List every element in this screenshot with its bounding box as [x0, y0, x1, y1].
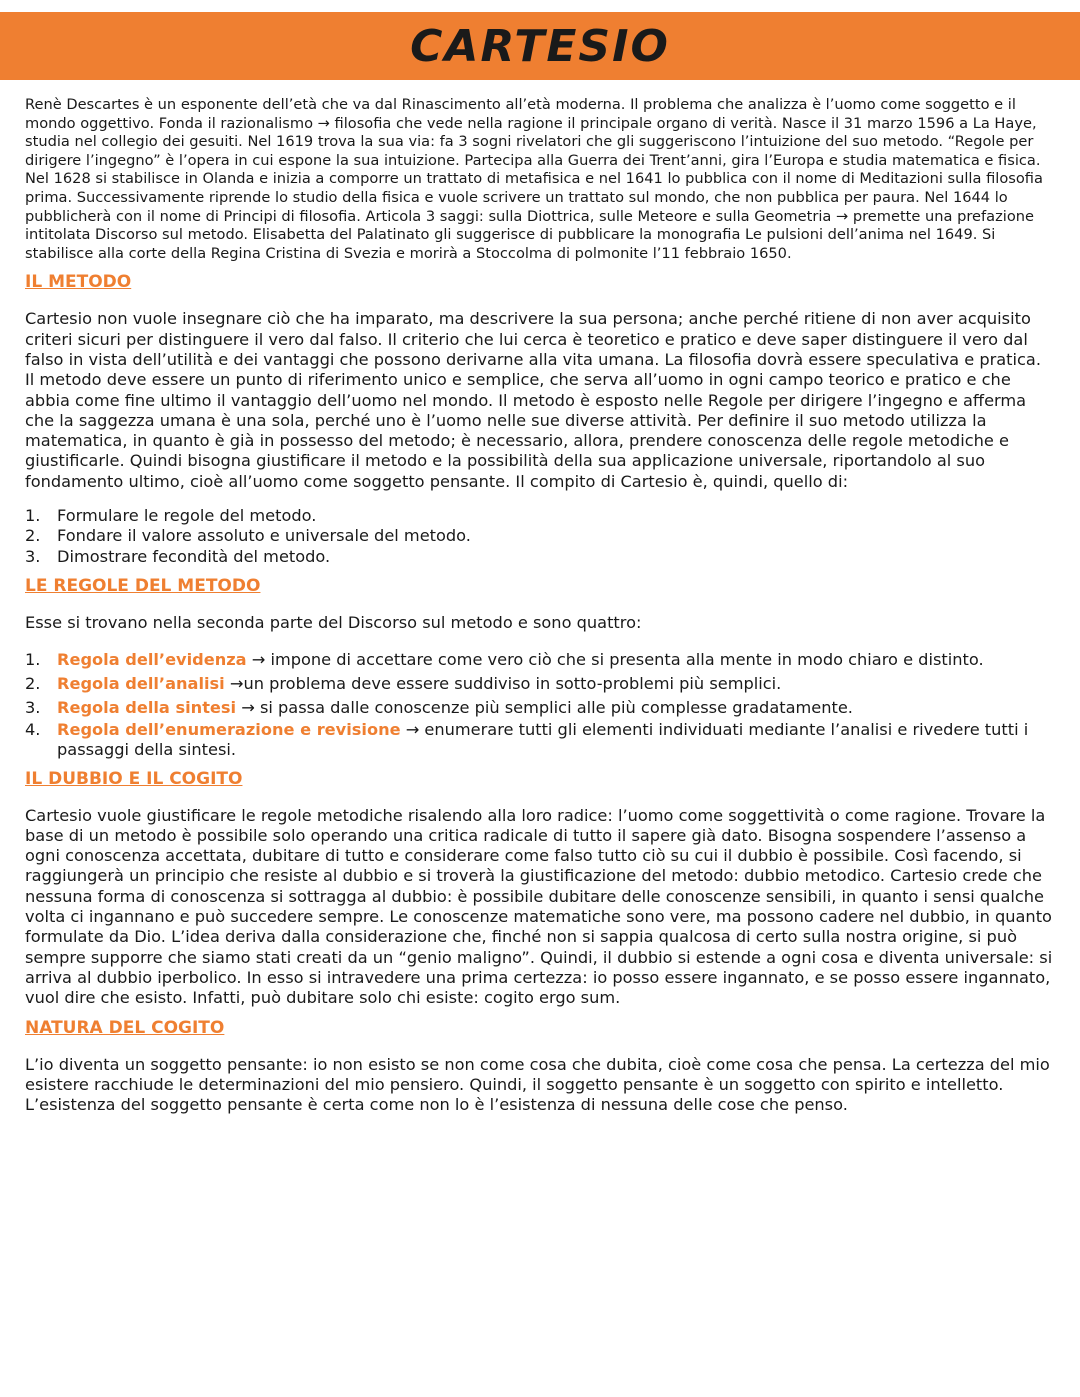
rule-item: 3. Regola della sintesi → si passa dalle conoscenze più semplici alle più complesse gradatamente. — [25, 697, 853, 717]
list-item: 3. Dimostrare fecondità del metodo. — [25, 546, 331, 566]
regole-list — [25, 648, 1055, 760]
rule-name: Regola dell’evidenza — [57, 649, 247, 669]
metodo-list — [25, 506, 1055, 567]
heading-metodo: IL METODO — [25, 272, 132, 293]
rule-item: 4. Regola dell’enumerazione e revisione → enumerare tutti gli elementi individuati mediante l’analisi e rivedere tutti i passaggi della sintesi. — [25, 719, 1029, 759]
rule-item: 1. Regola dell’evidenza → impone di accettare come vero ciò che si presenta alla mente in modo chiaro e distinto. — [25, 649, 984, 669]
page-title: CARTESIO — [410, 20, 670, 72]
heading-natura: NATURA DEL COGITO — [25, 1017, 225, 1038]
rule-name: Regola dell’analisi — [57, 673, 225, 693]
dubbio-paragraph: Cartesio vuole giustificare le regole metodiche risalendo alla loro radice: l’uomo come soggettività o come ragione. Trovare la base di un metodo è possibile solo operando una critica radicale di tutto il sapere già dato. Bisogna sospendere l’assenso a ogni conoscenza accettata, dubitare di tutto e considerare come falso tutto ciò su cui il dubbio è possibile. Così facendo, si raggiungerà un principio che resiste al dubbio e si troverà la giustificazione del metodo: dubbio metodico. Cartesio crede che nessuna forma di conoscenza si sottragga al dubbio: è possibile dubitare delle conoscenze sensibili, in quanto i sensi qualche volta ci ingannano e può succedere sempre. Le conoscenze matematiche sono vere, ma possono cadere nel dubbio, in quanto formulate da Dio. L’idea deriva dalla considerazione che, finché non si sappia qualcosa di certo sulla nostra origine, si può sempre supporre che siamo stati creati da un “genio maligno”. Quindi, il dubbio si estende a ogni cosa e diventa universale: si arriva al dubbio iperbolico. In esso si intravedere una prima certezza: io posso essere ingannato, e se posso essere ingannato, vuol dire che esisto. Infatti, può dubitare solo chi esiste: cogito ergo sum. — [25, 805, 1053, 1008]
document-body — [25, 96, 1055, 1115]
list-item: 1. Formulare le regole del metodo. — [25, 506, 317, 526]
regole-paragraph: Esse si trovano nella seconda parte del Discorso sul metodo e sono quattro: — [25, 613, 642, 633]
metodo-paragraph: Cartesio non vuole insegnare ciò che ha imparato, ma descrivere la sua persona; anche perché ritiene di non aver acquisito criteri sicuri per distinguere il vero dal falso. Il criterio che lui cerca è teoretico e pratico e deve saper distinguere il vero dal falso in vista dell’utilità e dei vantaggi che possono derivarne alla vita umana. La filosofia dovrà essere speculativa e pratica. Il metodo deve essere un punto di riferimento unico e semplice, che serva all’uomo in ogni campo teorico e pratico e che abbia come fine ultimo il vantaggio dell’uomo nel mondo. Il metodo è esposto nelle Regole per dirigere l’ingegno e afferma che la saggezza umana è una sola, perché uno è l’uomo nelle sue diverse attività. Per definire il suo metodo utilizza la matematica, in quanto è già in possesso del metodo; è necessario, allora, prendere conoscenza delle regole metodiche e giustificarle. Quindi bisogna giustificare il metodo e la possibilità della sua applicazione universale, riportandolo al suo fondamento ultimo, cioè all’uomo come soggetto pensante. Il compito di Cartesio è, quindi, quello di: — [25, 309, 1041, 491]
heading-regole: LE REGOLE DEL METODO — [25, 576, 261, 597]
title-banner — [0, 12, 1080, 80]
heading-dubbio: IL DUBBIO E IL COGITO — [25, 768, 243, 789]
rule-name: Regola dell’enumerazione e revisione — [57, 719, 401, 739]
rule-name: Regola della sintesi — [57, 697, 237, 717]
list-item: 2. Fondare il valore assoluto e universale del metodo. — [25, 526, 471, 546]
natura-paragraph: L’io diventa un soggetto pensante: io non esisto se non come cosa che dubita, cioè come cosa che pensa. La certezza del mio esistere racchiude le determinazioni del mio pensiero. Quindi, il soggetto pensante è un soggetto con spirito e intelletto. L’esistenza del soggetto pensante è certa come non lo è l’esistenza di nessuna delle cose che penso. — [25, 1054, 1050, 1115]
intro-paragraph: Renè Descartes è un esponente dell’età che va dal Rinascimento all’età moderna. Il problema che analizza è l’uomo come soggetto e il mondo oggettivo. Fonda il razionalismo → filosofia che vede nella ragione il principale organo di verità. Nasce il 31 marzo 1596 a La Haye, studia nel collegio dei gesuiti. Nel 1619 trova la sua via: fa 3 sogni rivelatori che gli suggeriscono l’intuizione del suo metodo. “Regole per dirigere l’ingegno” è l’opera in cui espone la sua intuizione. Partecipa alla Guerra dei Trent’anni, gira l’Europa e studia matematica e fisica. Nel 1628 si stabilisce in Olanda e inizia a comporre un trattato di metafisica e nel 1641 lo pubblica con il nome di Meditazioni sulla filosofia prima. Successivamente riprende lo studio della fisica e vuole scrivere un trattato sul mondo, che non pubblica per paura. Nel 1644 lo pubblicherà con il nome di Principi di filosofia. Articola 3 saggi: sulla Diottrica, sulle Meteore e sulla Geometria → premette una prefazione intitolata Discorso sul metodo. Elisabetta del Palatinato gli suggerisce di pubblicare la monografia Le pulsioni dell’anima nel 1649. Si stabilisce alla corte della Regina Cristina di Svezia e morirà a Stoccolma di polmonite l’11 febbraio 1650. — [25, 96, 1043, 262]
rule-item: 2. Regola dell’analisi →un problema deve essere suddiviso in sotto-problemi più semplici. — [25, 673, 782, 693]
